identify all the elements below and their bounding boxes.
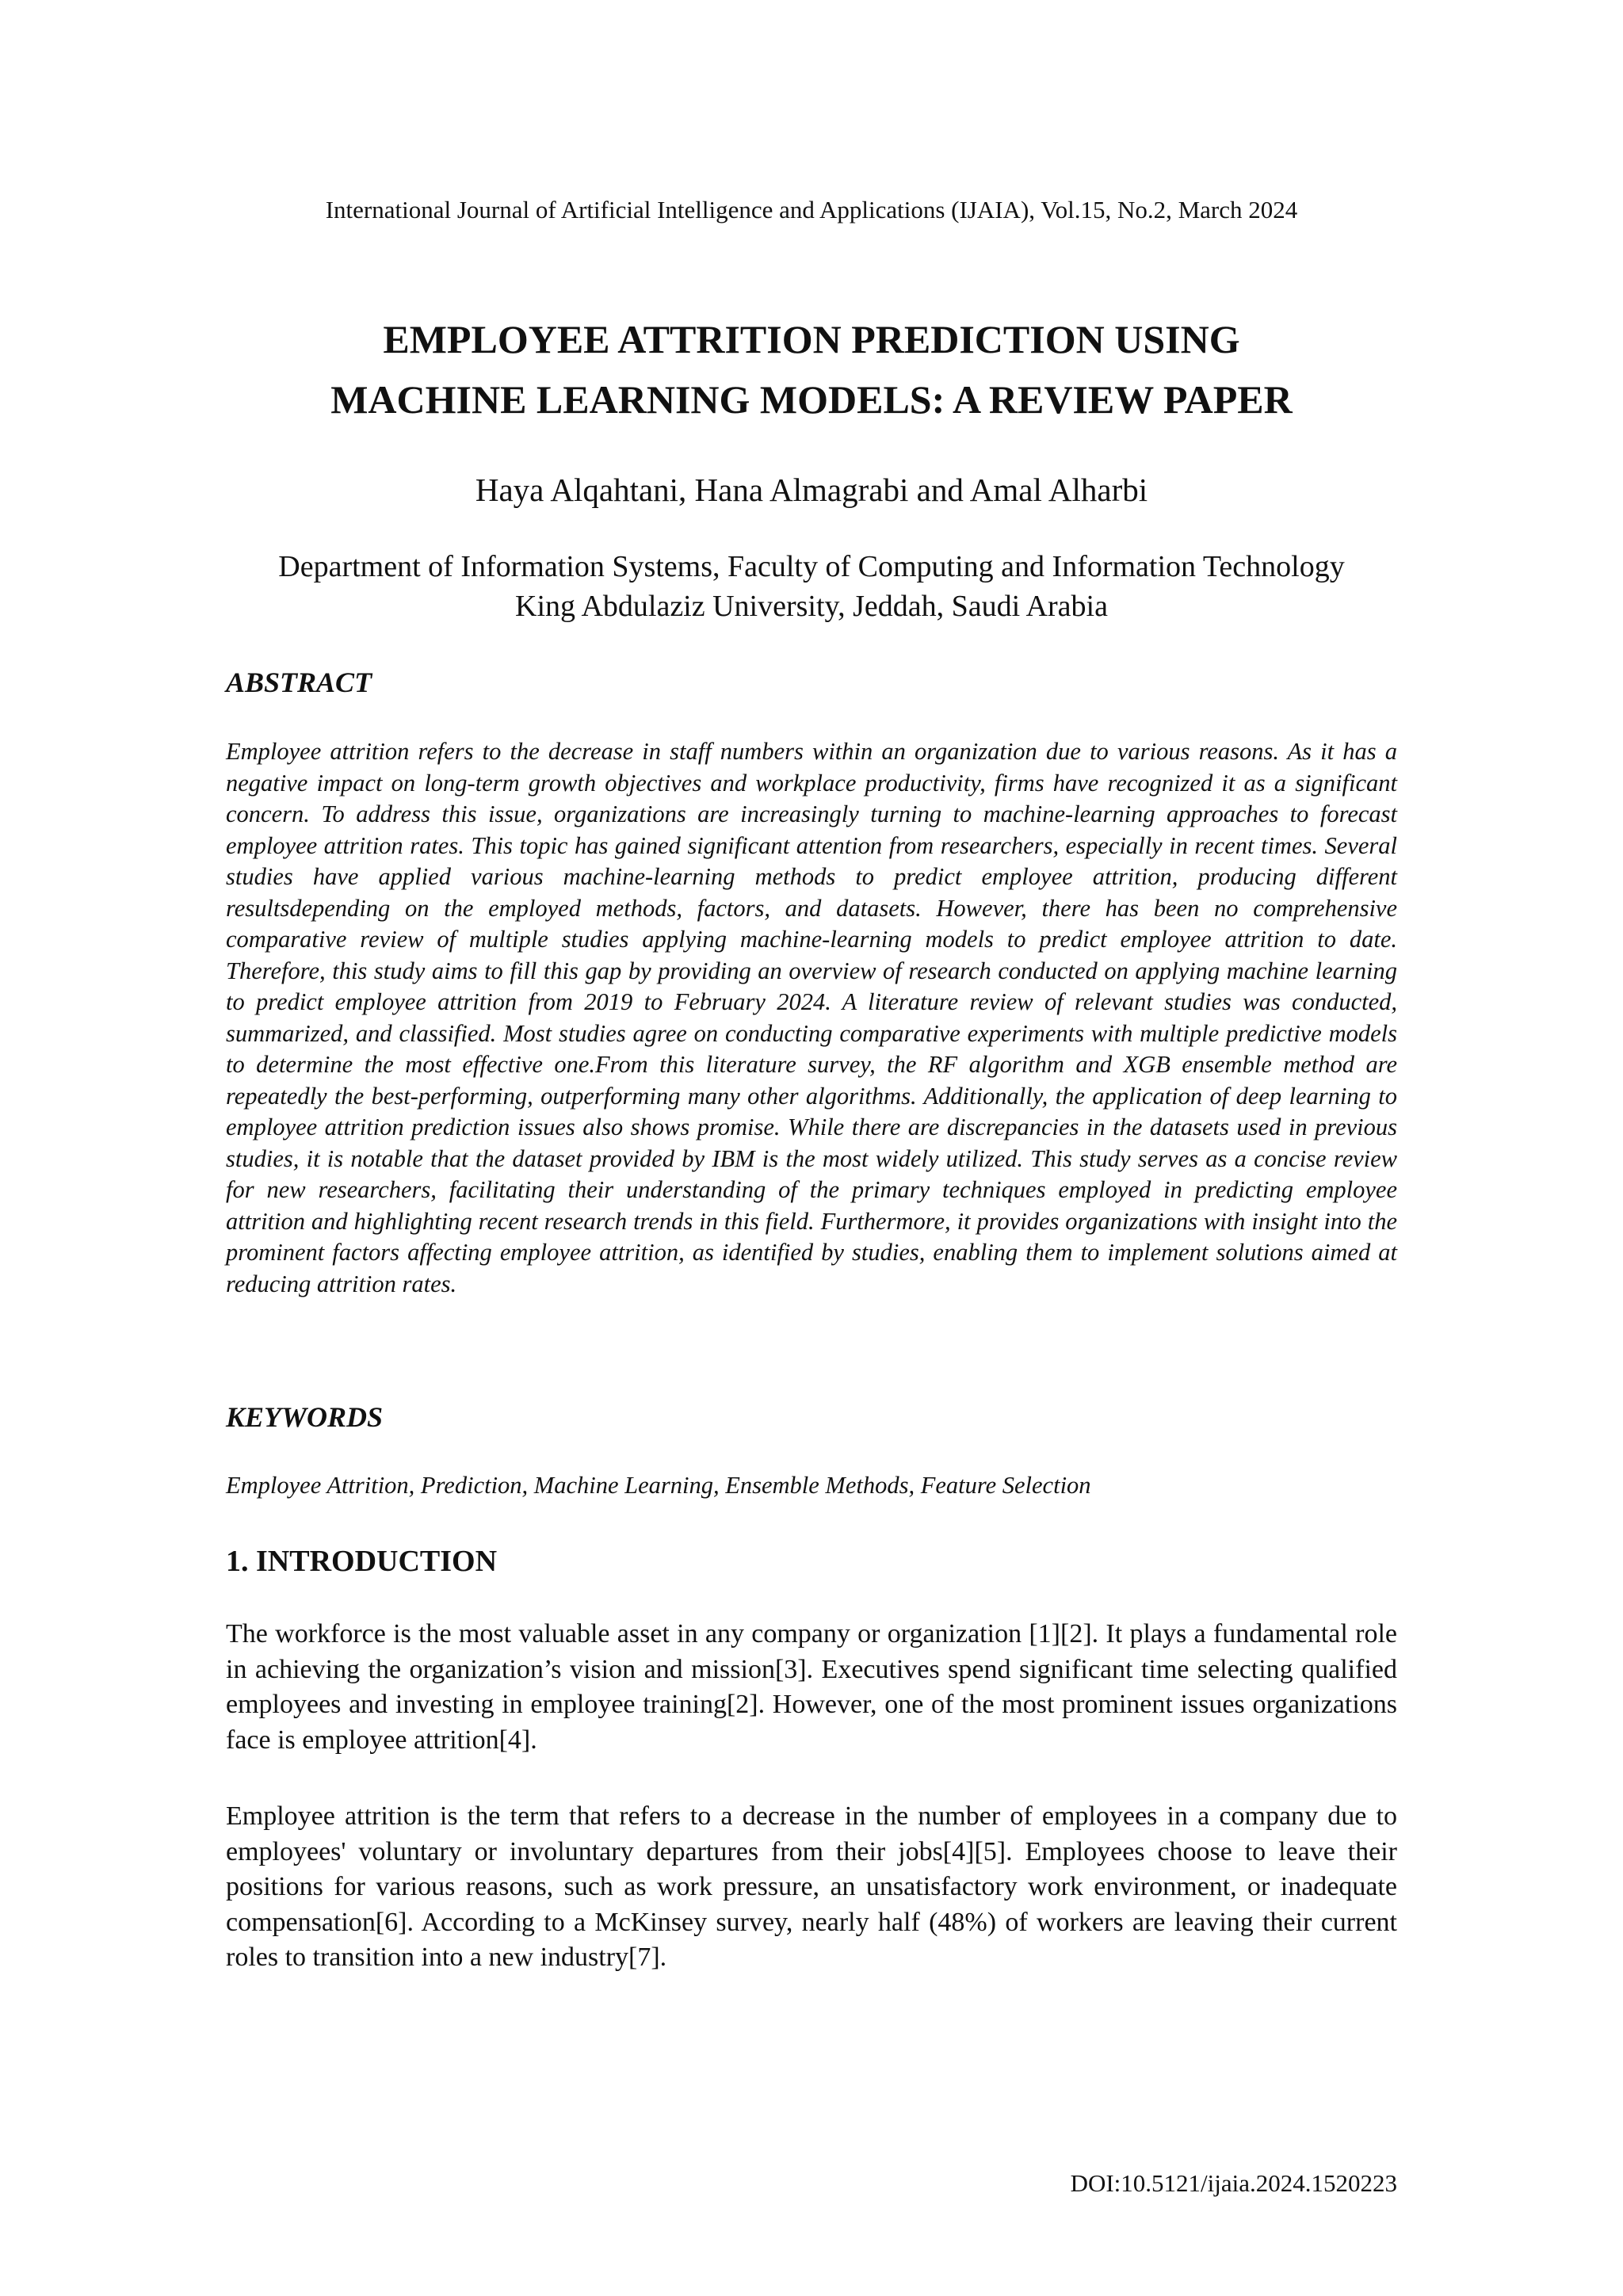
abstract-text: Employee attrition refers to the decrease in staff numbers within an organization due to various reasons. As it has a negative impact on long-term growth objectives and workplace productivity, firms have recognized it as a significant concern. To address this issue, organizations are increasingly turning to machine-learning approaches to forecast employee attrition rates. This topic has gained significant attention from researchers, especially in recent times. Several studies have applied various machine-learning methods to predict employee attrition, producing different resultsdepending on the employed methods, factors, and datasets. However, there has been no comprehensive comparative review of multiple studies applying machine-learning models to predict employee attrition to date. Therefore, this study aims to fill this gap by providing an overview of research conducted on applying machine learning to predict employee attrition from 2019 to February 2024. A literature review of relevant studies was conducted, summarized, and classified. Most studies agree on conducting comparative experiments with multiple predictive models to determine the most effective one.From this literature survey, the RF algorithm and XGB ensemble method are repeatedly the best-performing, outperforming many other algorithms. Additionally, the application of deep learning to employee attrition prediction issues also shows promise. While there are discrepancies in the datasets used in previous studies, it is notable that the dataset provided by IBM is the most widely utilized. This study serves as a concise review for new researchers, facilitating their understanding of the primary techniques employed in predicting employee attrition and highlighting recent research trends in this field. Furthermore, it provides organizations with insight into the prominent factors affecting employee attrition, as identified by studies, enabling them to implement solutions aimed at reducing attrition rates. — [226, 738, 1397, 1297]
abstract-heading: ABSTRACT — [226, 667, 372, 698]
affiliation — [0, 547, 1623, 626]
keywords-heading: KEYWORDS — [226, 1401, 384, 1433]
doi: DOI:10.5121/ijaia.2024.1520223 — [1070, 2169, 1397, 2197]
title-line-1: EMPLOYEE ATTRITION PREDICTION USING — [383, 317, 1240, 361]
affiliation-line-2: King Abdulaziz University, Jeddah, Saudi Arabia — [515, 590, 1108, 623]
introduction-paragraph-2: Employee attrition is the term that refers to a decrease in the number of employees in a company due to employees' voluntary or involuntary departures from their jobs[4][5]. Employees choose to leave their positions for various reasons, such as work pressure, an unsatisfactory work environment, or inadequate compensation[6]. According to a McKinsey survey, nearly half (48%) of workers are leaving their current roles to transition into a new industry[7]. — [226, 1801, 1397, 1972]
keywords-text: Employee Attrition, Prediction, Machine Learning, Ensemble Methods, Feature Selection — [226, 1472, 1091, 1499]
affiliation-line-1: Department of Information Systems, Faculty of Computing and Information Technology — [278, 550, 1345, 583]
authors: Haya Alqahtani, Hana Almagrabi and Amal Alharbi — [475, 472, 1148, 508]
paper-title — [0, 309, 1623, 430]
title-line-2: MACHINE LEARNING MODELS: A REVIEW PAPER — [330, 377, 1293, 422]
journal-header: International Journal of Artificial Intelligence and Applications (IJAIA), Vol.15, No.2, March 2024 — [325, 196, 1298, 223]
introduction-paragraph-1: The workforce is the most valuable asset in any company or organization [1][2]. It plays a fundamental role in achieving the organization’s vision and mission[3]. Executives spend significant time selecting qualified employees and investing in employee training[2]. However, one of the most prominent issues organizations face is employee attrition[4]. — [226, 1619, 1397, 1755]
introduction-heading: 1. INTRODUCTION — [226, 1545, 498, 1578]
